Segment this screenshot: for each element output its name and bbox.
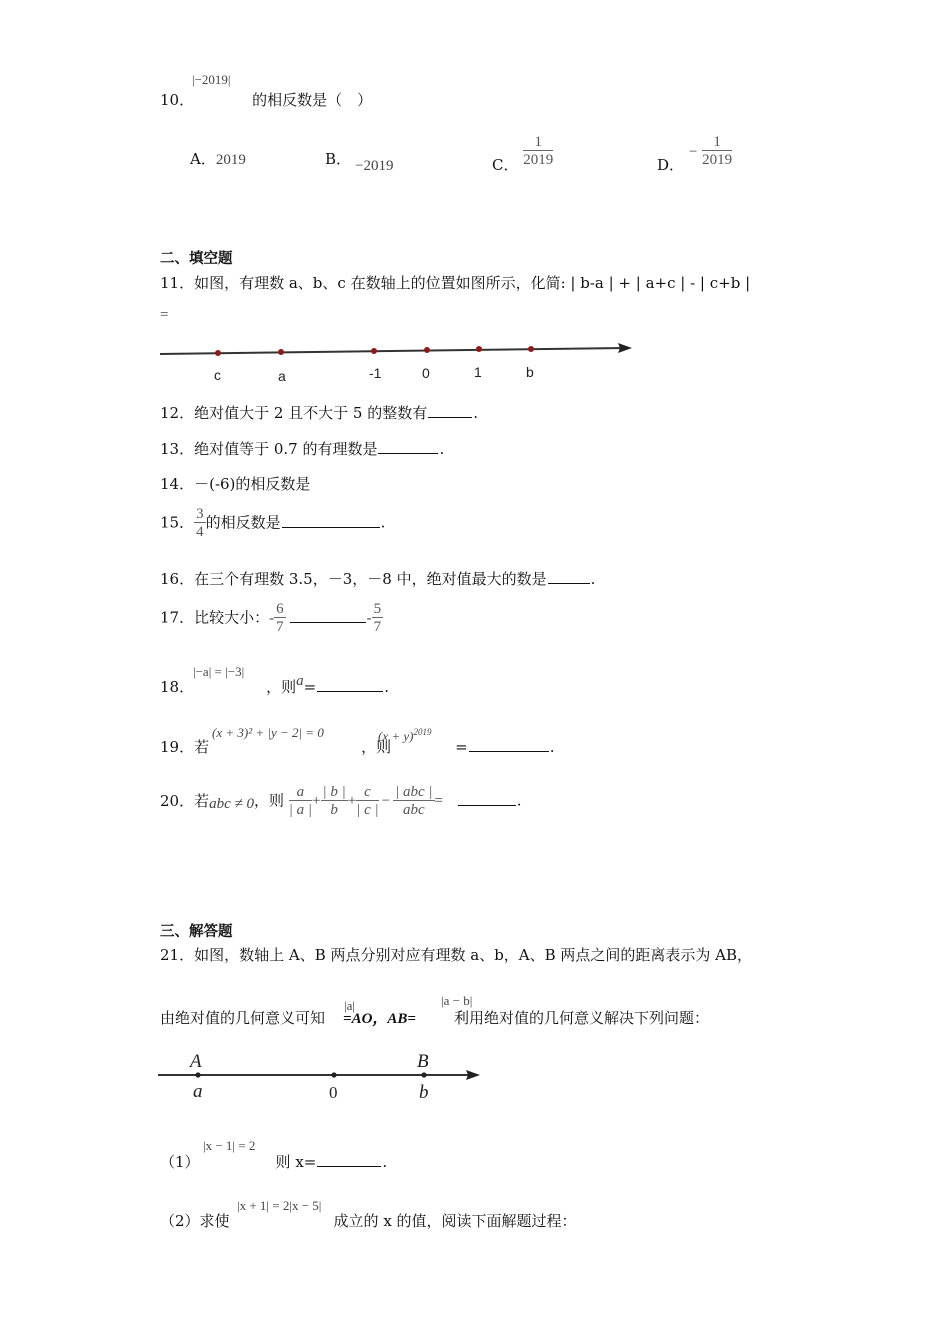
q21-p1-expr: |x − 1| = 2 bbox=[203, 1138, 256, 1153]
q21-abs-a: |a| bbox=[344, 998, 355, 1013]
q11-line2: = bbox=[160, 307, 169, 323]
q18-expr: |−a| = |−3| bbox=[193, 664, 245, 679]
q19-expr2: $(x + y)^{2019}$ bbox=[378, 727, 432, 744]
q17: 17．比较大小：- $\frac{6}{7}$ - $\frac{5}{7}$ bbox=[160, 601, 382, 635]
q13-answer-blank[interactable] bbox=[378, 452, 438, 454]
q10-number: 10． bbox=[160, 91, 195, 109]
q12: 12．绝对值大于 2 且不大于 5 的整数有 . bbox=[160, 404, 479, 422]
q15: 15． $\frac{3}{4}$ 的相反数是 . bbox=[160, 506, 386, 540]
q21-part2: （2）求使 成立的 x 的值，阅读下面解题过程： bbox=[160, 1212, 577, 1230]
q17-fraction-1: $\frac{6}{7}$ bbox=[276, 601, 284, 635]
q20-term-2: $\frac{| b |}{b}$ bbox=[322, 784, 346, 818]
q10-option-c-fraction: $\frac{1}{2019}$ bbox=[523, 134, 554, 168]
q11-label-1: 1 bbox=[474, 364, 482, 380]
q21-line1: 21．如图，数轴上 A、B 两点分别对应有理数 a、b，A、B 两点之间的距离表示为 AB， bbox=[160, 946, 753, 964]
q11-label-0: 0 bbox=[422, 365, 430, 381]
q17-answer-blank[interactable] bbox=[290, 621, 366, 623]
q17-fraction-2: $\frac{5}{7}$ bbox=[373, 601, 382, 635]
q10-line bbox=[160, 89, 372, 110]
q10-option-c[interactable]: C． $\frac{1}{2019}$ bbox=[492, 134, 554, 174]
q11-label-neg1: -1 bbox=[369, 365, 382, 381]
q20-term-1: $\frac{a}{| a |}$ bbox=[288, 784, 313, 818]
q13: 13．绝对值等于 0.7 的有理数是 . bbox=[160, 440, 445, 458]
q20-term-4: $\frac{\text{| abc |}}{\text{abc}}$ bbox=[395, 784, 433, 818]
section-2-title: 二、填空题 bbox=[160, 251, 233, 267]
q21-p1-answer-blank[interactable] bbox=[317, 1165, 381, 1167]
q21-abs-ab: |a − b| bbox=[441, 993, 473, 1008]
q21-label-A: A bbox=[190, 1051, 202, 1072]
q10-abs-expr: |−2019| bbox=[192, 72, 231, 87]
section-3-title: 三、解答题 bbox=[160, 924, 233, 940]
q10-option-b[interactable]: B． −2019 bbox=[325, 150, 394, 174]
q11-label-b: b bbox=[526, 364, 534, 380]
q21-number-line bbox=[150, 1045, 490, 1107]
q21-label-b: b bbox=[419, 1082, 429, 1103]
q10-text: 的相反数是（ ） bbox=[252, 91, 373, 109]
q21-label-0: 0 bbox=[329, 1083, 338, 1102]
q10-option-d-fraction: $\frac{1}{2019}$ bbox=[702, 134, 733, 168]
q10-option-d[interactable]: D． − $\frac{1}{2019}$ bbox=[657, 134, 733, 174]
q12-answer-blank[interactable] bbox=[428, 416, 472, 418]
q21-p2-expr: |x + 1| = 2|x − 5| bbox=[237, 1198, 322, 1213]
q11-label-c: c bbox=[214, 367, 221, 383]
q18-answer-blank[interactable] bbox=[317, 690, 383, 692]
q20: 20．若abc ≠ 0，则 $\frac{a}{| a |}$ + $\frac{| b |}{b}$ + $\frac{c}{| c |}$ − $\frac{\text{| abc |}}{\text{abc}}$ = . bbox=[160, 784, 522, 818]
q19: 19．若 ，则 = . bbox=[160, 738, 555, 756]
q15-answer-blank[interactable] bbox=[282, 526, 380, 528]
q19-expr1: (x + 3)² + |y − 2| = 0 bbox=[212, 725, 324, 740]
q16-answer-blank[interactable] bbox=[548, 582, 590, 584]
q11-number-line bbox=[150, 335, 650, 390]
q11-label-a: a bbox=[278, 368, 286, 384]
q19-answer-blank[interactable] bbox=[469, 750, 549, 752]
q10-option-a[interactable]: A．2019 bbox=[190, 150, 246, 168]
q11-line1: 11．如图，有理数 a、b、c 在数轴上的位置如图所示，化简: | b-a | + | a+c | - | c+b | bbox=[160, 274, 751, 292]
q20-answer-blank[interactable] bbox=[458, 804, 516, 806]
q16: 16．在三个有理数 3.5，－3，－8 中，绝对值最大的数是 . bbox=[160, 570, 596, 588]
q21-label-B: B bbox=[417, 1051, 429, 1072]
q21-line2: 由绝对值的几何意义可知 =AO，AB= 利用绝对值的几何意义解决下列问题： bbox=[160, 1009, 709, 1027]
q14: 14．－(-6)的相反数是 bbox=[160, 475, 311, 493]
q18: 18． ，则a= . bbox=[160, 673, 389, 696]
q21-label-a: a bbox=[193, 1081, 203, 1102]
q15-fraction: $\frac{3}{4}$ bbox=[196, 506, 204, 540]
q20-term-3: $\frac{c}{| c |}$ bbox=[356, 784, 379, 818]
q21-part1: （1） 则 x= . bbox=[160, 1153, 388, 1171]
